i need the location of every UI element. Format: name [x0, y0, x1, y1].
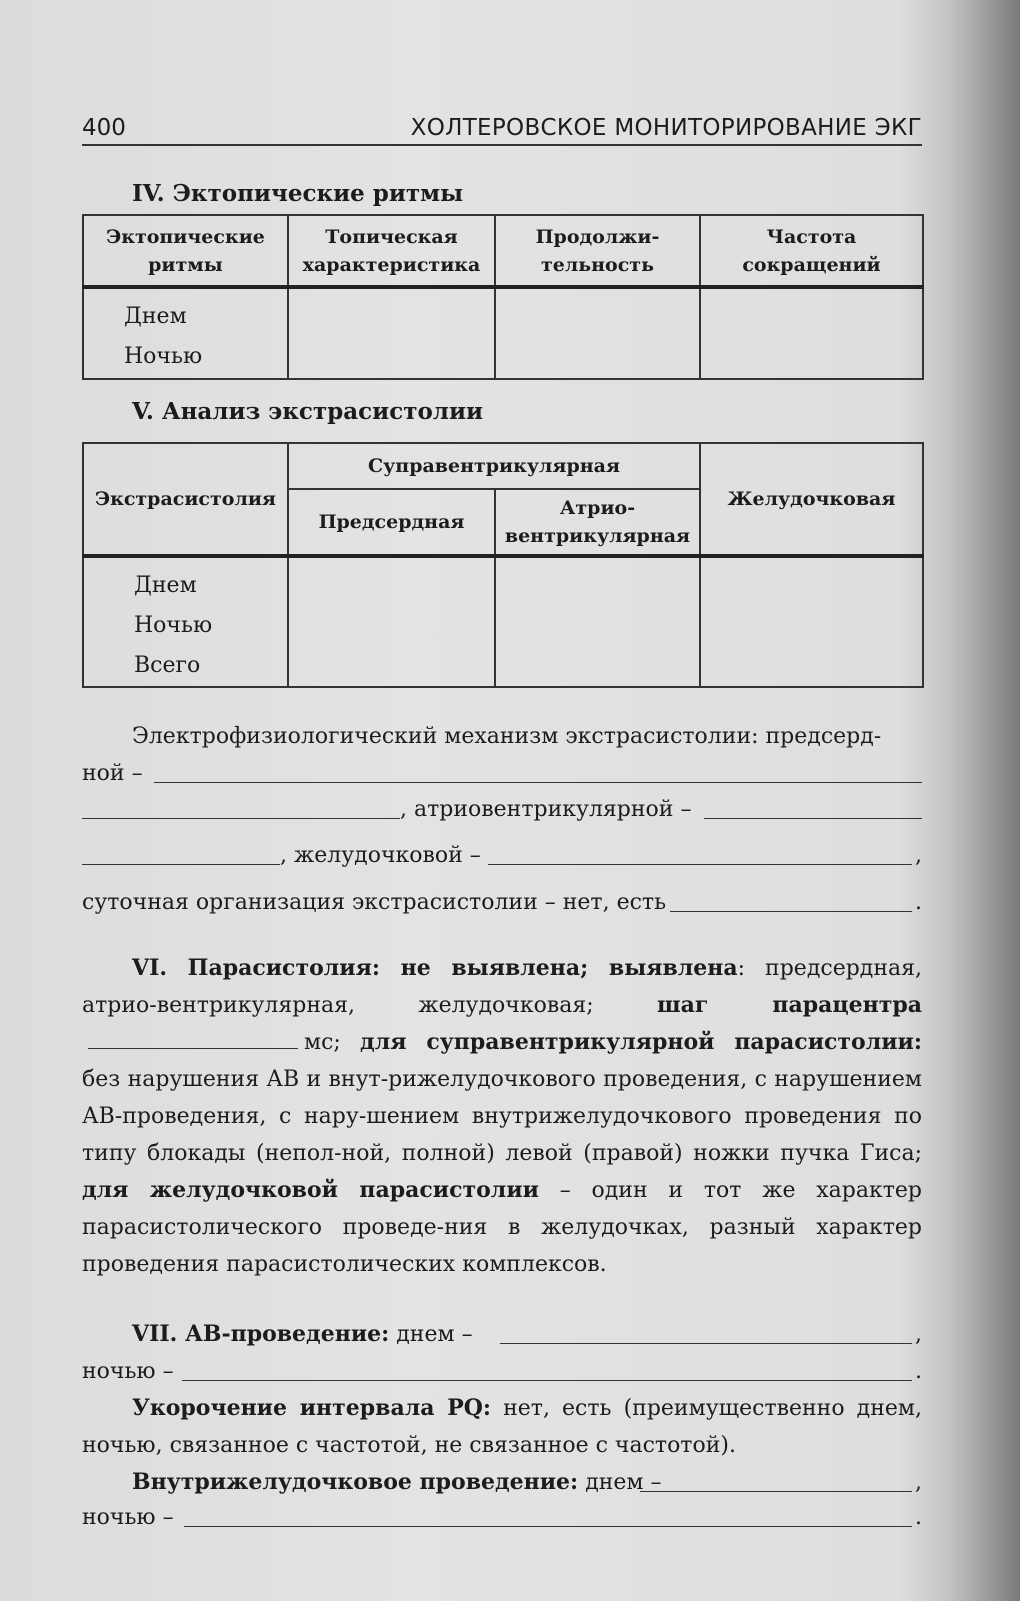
ventricular-title: для желудочковой парасистолии [82, 1177, 539, 1203]
paracenter-blank[interactable] [88, 1026, 298, 1049]
iv-day-blank[interactable] [640, 1464, 912, 1492]
av-conduction-label [132, 1316, 473, 1353]
mechanism-line-1 [82, 718, 922, 755]
col-header-atrial: Предсердная [288, 489, 495, 556]
period: . [915, 1505, 922, 1530]
col-header-extrasystole: Экстрасистолия [83, 443, 288, 556]
running-title: ХОЛТЕРОВСКОЕ МОНИТОРИРОВАНИЕ ЭКГ [410, 115, 922, 141]
row-night: Ночью [134, 613, 213, 638]
section-5-title: V. Анализ экстрасистолии [132, 398, 484, 425]
av-day-label: днем – [396, 1322, 473, 1347]
av-conduction-title: VII. АВ-проведение: [132, 1321, 390, 1347]
paracenter-step-label: шаг парацентра [656, 992, 922, 1018]
ectopic-rhythms-table [82, 214, 924, 380]
table-cell [495, 556, 700, 687]
av-night-label: ночью – [82, 1359, 174, 1384]
av-night-line [82, 1353, 922, 1390]
col-header-duration: Продолжи-тельность [495, 215, 700, 287]
extrasystole-table [82, 442, 924, 688]
mechanism-text: Электрофизиологический механизм экстрасистолии: предсерд- [132, 724, 882, 749]
mechanism-line-2 [82, 755, 922, 792]
comma: , [915, 843, 922, 868]
iv-night-line [82, 1499, 922, 1536]
atrial-blank[interactable] [154, 755, 922, 783]
supraventricular-text: без нарушения АВ и внут-рижелудочкового проведения, с нарушением АВ-проведения, с нару-шением внутрижелудочкового проведения по типу блокады (непол-ной, полной) левой (правой) ножки пучка Гиса; [82, 1067, 922, 1166]
section-4-title: IV. Эктопические ритмы [132, 180, 464, 207]
mechanism-line-4 [82, 837, 922, 874]
circadian-label: суточная организация экстрасистолии – нет, есть [82, 890, 667, 915]
iv-conduction-title: Внутрижелудочковое проведение: [132, 1469, 579, 1495]
iv-night-label: ночью – [82, 1505, 174, 1530]
parasystole-title: VI. Парасистолия: не выявлена; выявлена [132, 955, 738, 981]
av-blank-cont[interactable] [82, 837, 280, 865]
av-day-blank[interactable] [500, 1316, 912, 1344]
supraventricular-title: для суправентрикулярной парасистолии: [360, 1029, 922, 1055]
atrial-blank-cont[interactable] [82, 791, 400, 819]
pq-title: Укорочение интервала PQ: [132, 1395, 492, 1421]
col-header-av: Атрио-вентрикулярная [495, 489, 700, 556]
comma: , [915, 1322, 922, 1347]
col-header-rate: Частота сокращений [700, 215, 923, 287]
iv-conduction-label [132, 1464, 662, 1501]
table-cell [700, 556, 923, 687]
parasystole-types: : предсердная, атрио-вентрикулярная, желудочковая; [82, 956, 922, 1018]
ventricular-label: , желудочковой – [280, 843, 481, 868]
table-cell [700, 287, 923, 379]
circadian-blank[interactable] [670, 884, 912, 912]
mechanism-line-3 [82, 791, 922, 828]
row-labels [83, 287, 288, 379]
row-labels [83, 556, 288, 687]
av-label: , атриовентрикулярной – [400, 797, 692, 822]
av-blank[interactable] [704, 791, 922, 819]
comma: , [915, 1470, 922, 1495]
col-header-topical: Топическая характеристика [288, 215, 495, 287]
mechanism-line-5 [82, 884, 922, 921]
page-header [82, 112, 922, 146]
period: . [915, 890, 922, 915]
pq-text: нет, есть (преимущественно днем, ночью, связанное с частотой, не связанное с частотой). [82, 1396, 922, 1458]
row-day: Днем [124, 304, 187, 329]
page-number: 400 [82, 115, 126, 141]
table-cell [495, 287, 700, 379]
ms-unit: мс; [304, 1030, 341, 1055]
row-total: Всего [134, 653, 201, 678]
col-header-ectopic: Эктопические ритмы [83, 215, 288, 287]
row-night: Ночью [124, 344, 203, 369]
col-header-ventricular: Желудочковая [700, 443, 923, 556]
pq-paragraph [82, 1390, 922, 1464]
atrial-label: ной – [82, 761, 143, 786]
av-conduction-line [82, 1316, 922, 1353]
row-day: Днем [134, 573, 197, 598]
table-cell [288, 287, 495, 379]
parasystole-paragraph [82, 950, 922, 1283]
table-cell [288, 556, 495, 687]
iv-day-label: днем – [585, 1470, 662, 1495]
ventricular-blank[interactable] [488, 837, 912, 865]
av-night-blank[interactable] [182, 1353, 912, 1381]
ventricular-text: – один и тот же характер парасистолического проведе-ния в желудочках, разный характер проведения парасистолических комплексов. [82, 1178, 922, 1277]
iv-night-blank[interactable] [184, 1499, 912, 1527]
iv-conduction-line [82, 1464, 922, 1501]
period: . [915, 1359, 922, 1384]
col-header-supraventricular: Суправентрикулярная [288, 443, 700, 489]
